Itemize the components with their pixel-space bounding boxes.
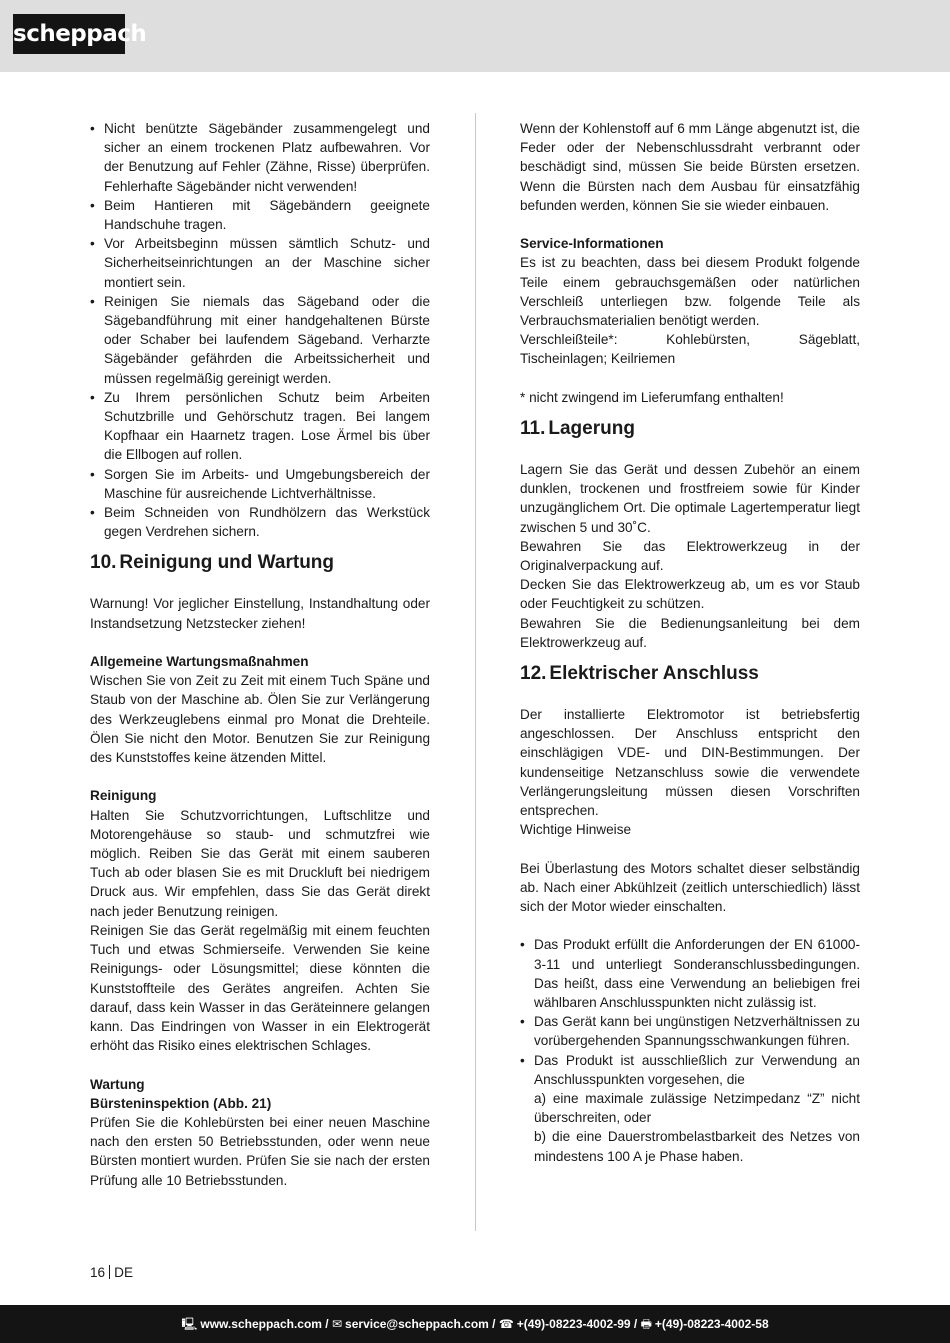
fax-icon: 🖶 [640,1317,652,1331]
list-item: • Beim Schneiden von Rundhölzern das Werkstück gegen Verdrehen sichern. [90,503,430,541]
electrical-text: Bei Überlastung des Motors schaltet dieser selbständig ab. Nach einer Abkühlzeit (zeitlich unterschiedlich) lässt sich der Motor wieder einschalten. [520,860,860,915]
list-item: • Nicht benützte Sägebänder zusammengelegt und sicher an einem trockenen Platz aufbewahren. Vor der Benutzung auf Fehler (Zähne, Risse) überprüfen. Fehlerhafte Sägebänder nicht verwenden! [90,119,430,196]
section-11-heading [520,407,860,460]
brush-inspection-text: Prüfen Sie die Kohlebürsten bei einer neuen Maschine nach den ersten 50 Betriebsstunden, oder wenn neue Bürsten montiert wurden. Prüfen Sie sie nach der ersten Prüfung alle 10 Betriebsstunden. [90,1114,430,1188]
page-number-separator [109,1265,110,1279]
footnote-text: * nicht zwingend im Lieferumfang enthalten! [520,389,784,405]
general-maintenance-text: Wischen Sie von Zeit zu Zeit mit einem Tuch Späne und Staub von der Maschine ab. Ölen Sie zur Verlängerung des Werkzeuglebens einmal pro Monat die Drehteile. Ölen Sie nicht den Motor. Benutzen Sie zur Reinigung des Kunststoffes keine ätzenden Mittel. [90,673,430,766]
storage-text: Decken Sie das Elektrowerkzeug ab, um es vor Staub oder Feuchtigkeit zu schützen. [520,577,860,612]
important-notes-label: Wichtige Hinweise [520,822,632,838]
list-item: • Das Produkt erfüllt die Anforderungen der EN 61000-3-11 und unterliegt Sonderanschlussbedingungen. Das heißt, dass eine Verwendung an beliebigen frei wählbaren Anschlusspunkten nicht zulässig ist. [520,935,860,1012]
phone-icon: ☎ [498,1317,514,1331]
website-link[interactable]: www.scheppach.com / [200,1317,329,1331]
cleaning-text: Halten Sie Schutzvorrichtungen, Luftschlitze und Motorengehäuse so staub- und schmutzfrei wie möglich. Reiben Sie das Gerät mit einem sauberen Tuch ab oder blasen Sie es mit Druckluft bei niedrigem Druck aus. Wir empfehlen, dass Sie das Gerät direkt nach jeder Benutzung reinigen. [90,807,430,919]
section-12-heading [520,652,860,705]
envelope-icon: ✉ [331,1317,343,1331]
storage-text: Bewahren Sie das Elektrowerkzeug in der Originalverpackung auf. [520,538,860,574]
section-title: Elektrischer Anschluss [549,663,759,685]
column-divider [475,113,476,1231]
list-item: • Sorgen Sie im Arbeits- und Umgebungsbereich der Maschine für ausreichende Lichtverhältnisse. [90,465,430,503]
sub-item-a: a) eine maximale zulässige Netzimpedanz “Z” nicht überschreiten, oder [534,1091,860,1126]
left-column [90,119,430,1190]
scheppach-logo: scheppach [13,14,125,54]
right-column [520,119,860,1166]
electrical-text: Der installierte Elektromotor ist betriebsfertig angeschlossen. Der Anschluss entspricht den einschlägigen VDE- und DIN-Bestimmungen. Der kundenseitige Netzanschluss sowie die verwendete Verlängerungsleitung müssen diesen Vorschriften entsprechen. [520,707,860,819]
sub-item-b: b) die eine Dauerstrombelastbarkeit des Netzes von mindestens 100 A je Phase haben. [534,1129,860,1164]
section-number: 12. [520,663,547,685]
safety-bullet-list [90,119,430,541]
list-item: • Reinigen Sie niemals das Sägeband oder die Sägebandführung mit einer handgehaltenen Bürste oder Schaber bei laufendem Sägeband. Verharzte Sägebänder gefährden die Arbeitssicherheit und müssen regelmäßig gereinigt werden. [90,292,430,388]
header-bar [0,0,950,72]
section-title: Lagerung [548,418,635,440]
service-info-text: Es ist zu beachten, dass bei diesem Produkt folgende Teile einem gebrauchsgemäßen oder natürlichen Verschleiß unterliegen bzw. folgende Teile als Verbrauchsmaterialien benötigt werden. [520,255,860,329]
contact-footer [0,1305,950,1343]
list-item: • Beim Hantieren mit Sägebändern geeignete Handschuhe tragen. [90,196,430,234]
page-number-value: 16 [90,1265,106,1280]
service-info-heading: Service-Informationen [520,236,664,252]
page-number [90,1265,133,1280]
storage-text: Lagern Sie das Gerät und dessen Zubehör an einem dunklen, trockenen und frostfreiem sowie für Kinder unzugänglichem Ort. Die optimale Lagertemperatur liegt zwischen 5 und 30˚C. [520,462,860,535]
general-maintenance-heading: Allgemeine Wartungsmaßnahmen [90,654,309,670]
section-title: Reinigung und Wartung [119,552,335,574]
brush-inspection-heading: Bürsteninspektion (Abb. 21) [90,1095,272,1111]
warning-text: Warnung! Vor jeglicher Einstellung, Instandhaltung oder Instandsetzung Netzstecker ziehen! [90,596,430,631]
phone-number: +(49)-08223-4002-99 / [516,1317,638,1331]
page-language: DE [114,1265,134,1280]
computer-icon: 🖳 [181,1317,198,1331]
brush-inspection-continued: Wenn der Kohlenstoff auf 6 mm Länge abgenutzt ist, die Feder oder der Nebenschlussdraht verbrannt oder beschädigt sind, müssen Sie beide Bürsten ersetzen. Wenn die Bürsten nach dem Ausbau für einsatzfähig befunden werden, können Sie sie wieder einbauen. [520,121,860,213]
list-item: • Vor Arbeitsbeginn müssen sämtlich Schutz- und Sicherheitseinrichtungen an der Maschine sicher montiert sein. [90,234,430,292]
email-link[interactable]: service@scheppach.com / [345,1317,496,1331]
wear-parts-text: Verschleißteile*: Kohlebürsten, Sägeblatt, Tischeinlagen; Keilriemen [520,332,860,367]
electrical-bullet-list [520,935,860,1089]
maintenance-heading: Wartung [90,1076,145,1092]
cleaning-heading: Reinigung [90,788,157,804]
section-number: 11. [520,418,546,440]
cleaning-text: Reinigen Sie das Gerät regelmäßig mit einem feuchten Tuch und etwas Schmierseife. Verwenden Sie keine Reinigungs- oder Lösungsmittel; diese könnten die Kunststoffteile des Gerätes angreifen. Achten Sie darauf, dass kein Wasser in das Geräteinnere gelangen kann. Das Eindringen von Wasser in ein Elektrogerät erhöht das Risiko eines elektrischen Schlages. [90,922,430,1054]
list-item: • Zu Ihrem persönlichen Schutz beim Arbeiten Schutzbrille und Gehörschutz tragen. Bei langem Kopfhaar ein Haarnetz tragen. Lose Ärmel bis über die Ellbogen auf rollen. [90,388,430,465]
section-number: 10. [90,552,117,574]
section-10-heading [90,541,430,594]
list-item: • Das Gerät kann bei ungünstigen Netzverhältnissen zu vorübergehenden Spannungsschwankungen führen. [520,1012,860,1050]
fax-number: +(49)-08223-4002-58 [654,1317,769,1331]
storage-text: Bewahren Sie die Bedienungsanleitung bei dem Elektrowerkzeug auf. [520,615,860,650]
list-item: • Das Produkt ist ausschließlich zur Verwendung an Anschlusspunkten vorgesehen, die [520,1051,860,1089]
